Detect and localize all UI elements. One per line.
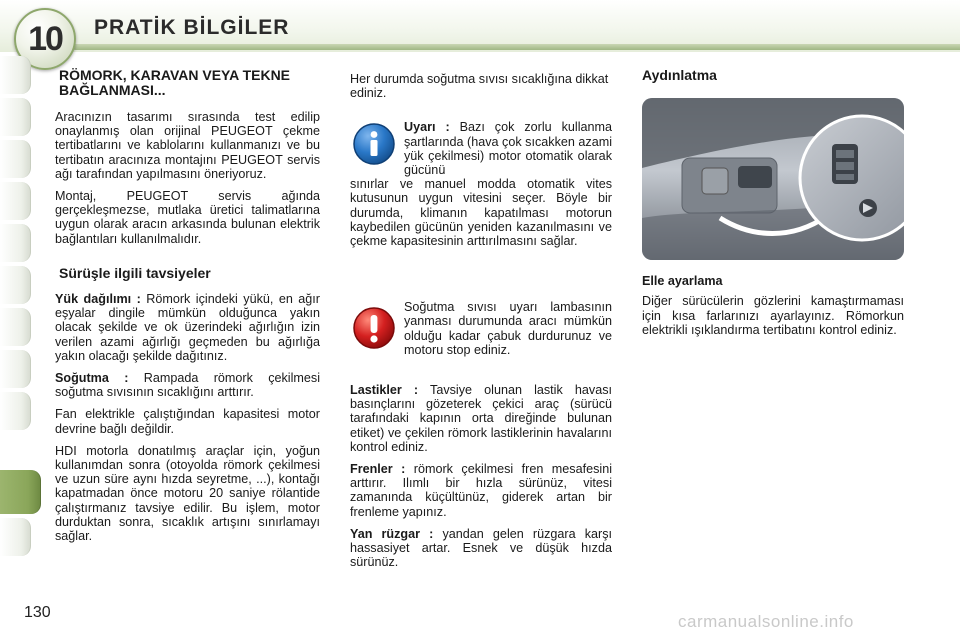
chapter-tab[interactable] (0, 140, 31, 178)
chapter-tab[interactable] (0, 308, 31, 346)
info-notice (350, 120, 612, 177)
label-cooling: Soğutma : (55, 371, 129, 386)
label-warning: Uyarı : (404, 120, 450, 135)
paragraph-brakes (350, 462, 612, 519)
label-brakes: Frenler : (350, 462, 406, 477)
text-warning: Bazı çok zorlu kullanma şartlarında (hava çok sıcakken azami yük çekilmesi) motor otomatik olarak gücünü (404, 120, 612, 178)
text-brakes: römork çekilmesi fren mesafesini arttırır. Ilımlı bir hızla sürünüz, vitesi zamanında küçültünüz, giderek artan bir frenleme yapınız. (350, 462, 612, 519)
chapter-tab[interactable] (0, 518, 31, 556)
paragraph-intro: Her durumda soğutma sıvısı sıcaklığına dikkat ediniz. (350, 72, 609, 101)
page-number: 130 (24, 604, 51, 621)
chapter-tab[interactable] (0, 224, 31, 262)
paragraph-tyres (350, 383, 612, 454)
headlamp-adjuster-photo (642, 98, 904, 260)
column-2 (350, 72, 612, 577)
chapter-title: PRATİK BİLGİLER (94, 16, 290, 39)
paragraph-wind (350, 527, 612, 570)
text-wind: yandan gelen rüzgara karşı hassasiyet artar. Esnek ve düşük hızda sürünüz. (350, 526, 612, 570)
paragraph-cooling (55, 371, 320, 399)
warning-text-block (404, 120, 612, 177)
column-1 (55, 68, 320, 551)
info-icon (352, 122, 396, 166)
column-3 (642, 66, 904, 345)
paragraph-load (55, 292, 320, 363)
chapter-tab[interactable] (0, 350, 31, 388)
header-rule (70, 44, 960, 50)
chapter-number: 10 (28, 19, 62, 58)
section-heading-towing: RÖMORK, KARAVAN VEYA TEKNE BAĞLANMASI... (59, 67, 291, 98)
section-heading-lighting: Aydınlatma (642, 67, 717, 83)
alert-notice (350, 300, 612, 357)
label-wind: Yan rüzgar : (350, 526, 434, 541)
text-tyres: Tavsiye olunan lastik havası basınçlarını gözeterek çekici araç (sürücü tarafındaki kapının orta direğinde bulunan etiket) ve çekilen römork lastiklerinin havalarını kontrol ediniz. (350, 383, 613, 454)
paragraph: Aracınızın tasarımı sırasında test edilip onaylanmış olan orijinal PEUGEOT çekme tertibatlarını ve kablolarını kullanmanızı ve bu tertibatın aracınıza montajını PEUGEOT servis ağı tarafından yapılmasını öneriyoruz. (55, 110, 320, 181)
chapter-tab[interactable] (0, 98, 31, 136)
chapter-tab[interactable] (0, 56, 31, 94)
watermark: carmanualsonline.info (678, 612, 854, 631)
paragraph: HDI motorla donatılmış araçlar için, yoğun kullanımdan sonra (otoyolda römork çekilmesi ve uzun süre aynı hızda seyretme, ...), kontağı kapatmadan önce motoru 20 saniye rölantide çalıştırmanız tavsiye edilir. Bu işlem, motor durduktan sonra, sıcaklık artışını sınırlamayı sağlar. (55, 443, 320, 544)
exclamation-icon (352, 306, 396, 350)
chapter-tab-active[interactable] (0, 470, 41, 514)
paragraph: Fan elektrikle çalıştığından kapasitesi motor devrine bağlı değildir. (55, 407, 320, 436)
paragraph: Diğer sürücülerin gözlerini kamaştırmaması için kısa farlarınızı ayarlayınız. Römorkun elektrikli ışıklandırma tertibatını kontrol ediniz. (642, 294, 904, 337)
text-load: Römork içindeki yükü, en ağır eşyalar dingile mümkün olduğunca yakın olacak şekilde ve ok üzerindeki ağırlığın izin verilen azami ağırlığı geçmeden bu ağırlığa yakın olacağı şekilde dağıtınız. (55, 292, 321, 363)
label-load: Yük dağılımı : (55, 292, 141, 307)
section-heading-driving-advice: Sürüşle ilgili tavsiyeler (59, 264, 211, 281)
alert-text: Soğutma sıvısı uyarı lambasının yanması durumunda aracı mümkün olduğu kadar çabuk durdurunuz ve motoru stop ediniz. (404, 300, 612, 357)
chapter-tab[interactable] (0, 182, 31, 220)
paragraph-warning-cont: sınırlar ve manuel modda otomatik vites kutusunun uygun vitesini seçer. Böyle bir durumda, klimanın kapatılması motorun kaybedilen gücünün yeniden kazanılmasını ve çekme kapasitesinin arttırılmasını sağlar. (350, 177, 612, 249)
label-tyres: Lastikler : (350, 383, 419, 398)
subheading-manual-adjust: Elle ayarlama (642, 274, 723, 289)
paragraph: Montaj, PEUGEOT servis ağında gerçekleşmezse, mutlaka üretici talimatlarına uygun olarak aracın arkasında bulunan elektrik bağlantıları kullanılmalıdır. (55, 189, 320, 246)
chapter-tab[interactable] (0, 392, 31, 430)
chapter-tab[interactable] (0, 266, 31, 304)
text-cooling: Rampada römork çekilmesi soğutma sıvısının sıcaklığını arttırır. (55, 371, 320, 400)
